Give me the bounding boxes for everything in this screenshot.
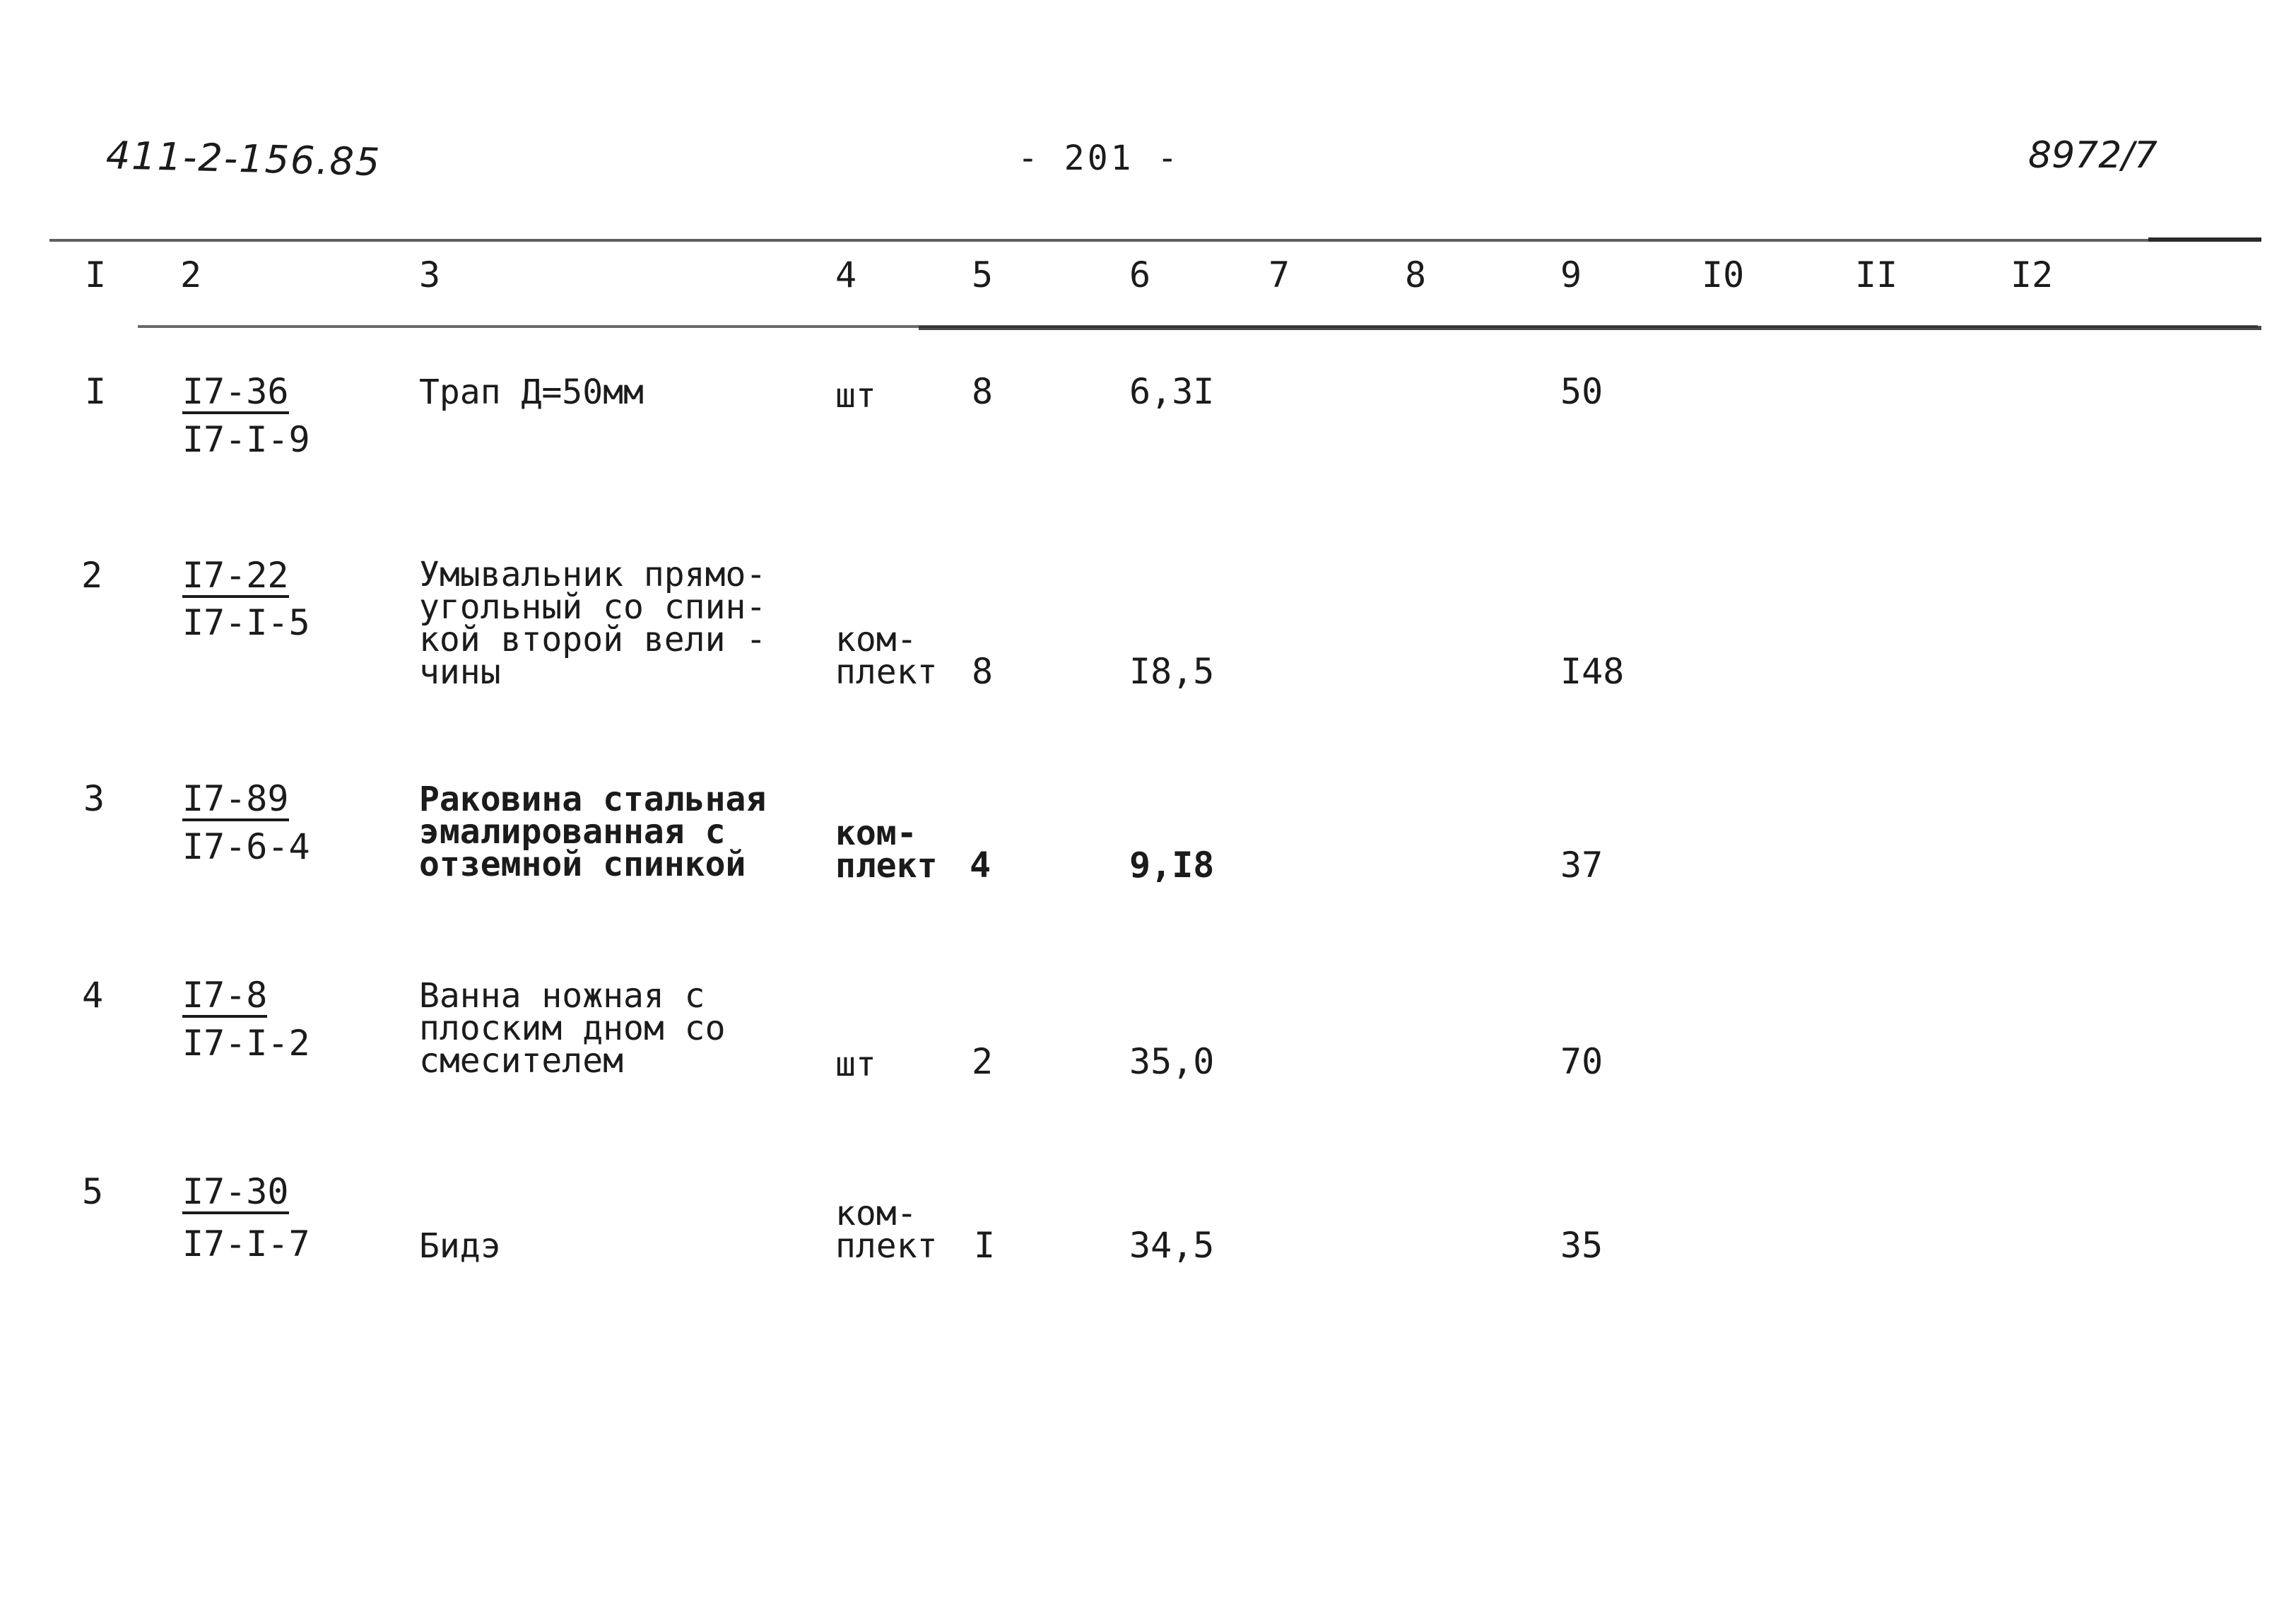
unit-line: плект (835, 1226, 938, 1266)
code-denominator: I7-6-4 (182, 826, 310, 867)
unit (835, 1194, 938, 1266)
unit-price: 34,5 (1129, 1225, 1215, 1266)
code-numerator (182, 778, 289, 821)
item-name-line: угольный со спин- (419, 587, 767, 627)
code-denominator: I7-I-5 (182, 602, 310, 643)
unit (835, 376, 876, 416)
document-number: 411-2-156.85 (105, 133, 382, 185)
unit-price: 9,I8 (1129, 845, 1215, 886)
unit-line: ком- (835, 1194, 917, 1233)
unit-line: плект (835, 652, 938, 692)
item-name-line: смесителем (419, 1041, 623, 1081)
item-name (419, 976, 726, 1081)
code-denominator: I7-I-2 (182, 1023, 310, 1064)
column-header-11: II (1855, 254, 1898, 295)
item-name-line: Умывальник прямо- (419, 555, 767, 594)
total-amount: 37 (1560, 845, 1603, 886)
item-name-line: Трап Д=50мм (419, 372, 644, 412)
header-rule-top-segment (2148, 237, 2261, 242)
code-numerator-text: I7-8 (182, 978, 267, 1018)
quantity: 4 (970, 845, 991, 886)
total-amount: I48 (1560, 651, 1625, 692)
item-name-line: Раковина стальная (419, 780, 767, 819)
code-numerator-text: I7-36 (182, 375, 289, 414)
total-amount: 35 (1560, 1225, 1603, 1266)
header-rule-top (49, 239, 2233, 242)
unit (835, 1045, 876, 1084)
code-numerator-text: I7-30 (182, 1175, 289, 1214)
code-denominator: I7-I-9 (182, 419, 310, 460)
unit-price: 35,0 (1129, 1041, 1215, 1082)
code-numerator (182, 1171, 289, 1214)
unit-line: ком- (835, 620, 917, 659)
item-name-line: плоским дном со (419, 1009, 726, 1048)
code-numerator-text: I7-89 (182, 782, 289, 821)
code-denominator: I7-I-7 (182, 1223, 310, 1264)
quantity: 2 (972, 1041, 994, 1082)
row-number: 2 (81, 555, 103, 596)
item-name-line: Ванна ножная с (419, 976, 705, 1016)
column-header-9: 9 (1560, 254, 1582, 295)
column-header-2: 2 (180, 254, 202, 295)
column-header-3: 3 (419, 254, 441, 295)
item-name (419, 372, 644, 412)
code-numerator (182, 975, 268, 1018)
code-numerator-text: I7-22 (182, 558, 289, 598)
item-name (419, 780, 767, 884)
unit (835, 814, 938, 886)
quantity: 8 (972, 651, 994, 692)
column-header-7: 7 (1268, 254, 1290, 295)
unit-line: плект (835, 846, 938, 886)
code-numerator (182, 371, 289, 414)
column-header-5: 5 (972, 254, 994, 295)
row-number: 5 (82, 1171, 104, 1212)
item-name (419, 555, 767, 692)
total-amount: 70 (1560, 1041, 1603, 1082)
item-name-line: чины (419, 652, 501, 692)
header-rule-bottom-segment (919, 326, 2261, 330)
unit-price: 6,3I (1129, 371, 1215, 412)
code-numerator (182, 555, 289, 598)
column-header-1: I (85, 254, 107, 295)
row-number: 4 (82, 975, 104, 1016)
quantity: 8 (972, 371, 994, 412)
column-header-8: 8 (1405, 254, 1427, 295)
column-header-6: 6 (1129, 254, 1151, 295)
column-header-10: I0 (1702, 254, 1745, 295)
quantity: I (974, 1225, 996, 1266)
item-name (419, 1226, 501, 1266)
row-number: I (85, 371, 107, 412)
unit-line: ком- (835, 814, 917, 853)
unit-price: I8,5 (1129, 651, 1215, 692)
unit (835, 620, 938, 692)
item-name-line: кой второй вели - (419, 620, 767, 659)
unit-line: шт (835, 1045, 876, 1084)
total-amount: 50 (1560, 371, 1603, 412)
sheet-reference: 8972/7 (2028, 134, 2157, 177)
item-name-line: отземной спинкой (419, 845, 746, 884)
row-number: 3 (83, 778, 105, 819)
column-header-4: 4 (835, 254, 857, 295)
item-name-line: Бидэ (419, 1226, 501, 1266)
unit-line: шт (835, 376, 876, 416)
page-number: - 201 - (1018, 139, 1181, 178)
item-name-line: эмалированная с (419, 812, 726, 852)
column-header-12: I2 (2011, 254, 2054, 295)
